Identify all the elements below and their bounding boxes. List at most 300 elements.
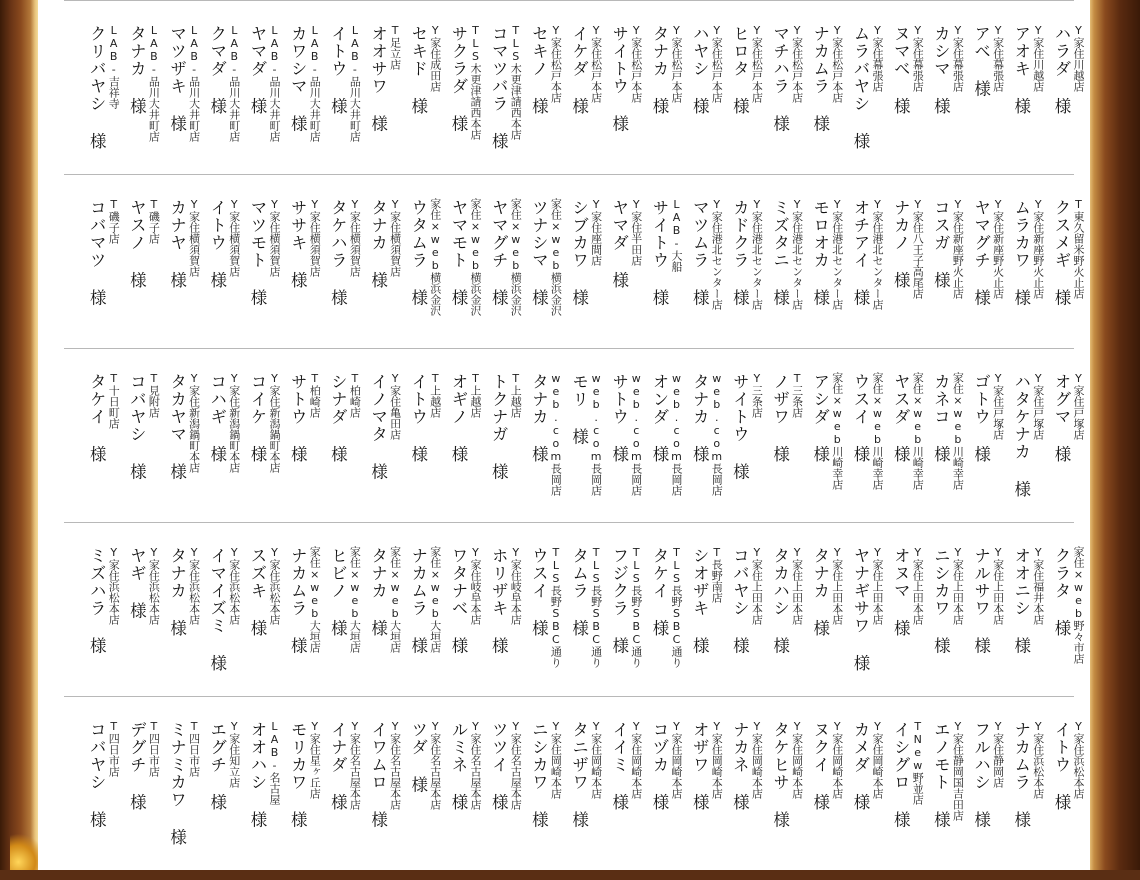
- customer-name: ヒロタ 様: [730, 25, 750, 115]
- customer-name: クリバヤシ 様: [87, 25, 107, 150]
- name-group-4: [38, 546, 1090, 706]
- customer-name: ムラバヤシ 様: [851, 25, 870, 150]
- store-affiliation: T四日市店: [147, 720, 161, 777]
- store-affiliation: Y家住幕張店: [991, 24, 1005, 92]
- store-affiliation: Y家住岡崎本店: [589, 720, 603, 799]
- store-affiliation: T四日市店: [187, 720, 201, 777]
- name-entry: [83, 372, 123, 532]
- store-affiliation: Y家住戸塚店: [1072, 372, 1085, 440]
- customer-name: クマダ 様: [207, 25, 227, 115]
- name-list-sheet: [38, 0, 1090, 870]
- name-entry: [726, 198, 766, 358]
- customer-name: ヤマグチ 様: [489, 199, 509, 307]
- customer-name: コバヤシ 様: [127, 373, 147, 481]
- store-affiliation: web.com長岡店: [629, 372, 643, 496]
- customer-name: コヅカ 様: [650, 721, 669, 811]
- customer-name: タケイ 様: [87, 373, 107, 463]
- name-entry: [1048, 24, 1088, 184]
- customer-name: オオニシ 様: [1011, 547, 1031, 655]
- name-entry: [525, 546, 565, 706]
- store-affiliation: LAB-品川大井町店: [147, 24, 161, 142]
- store-affiliation: Y家住幕張店: [871, 24, 884, 92]
- customer-name: カドクラ 様: [730, 199, 750, 307]
- customer-name: ムラカワ 様: [1011, 199, 1031, 307]
- customer-name: モリカワ 様: [288, 721, 308, 829]
- store-affiliation: web.com長岡店: [589, 372, 603, 496]
- store-affiliation: Y家住横須賀店: [348, 198, 362, 277]
- store-affiliation: web.com長岡店: [549, 372, 563, 496]
- customer-name: タムラ 様: [569, 547, 589, 637]
- name-entry: [445, 24, 485, 184]
- store-affiliation: Y家住上田本店: [991, 546, 1005, 625]
- store-affiliation: Y家住上田本店: [911, 546, 925, 625]
- name-entry: [164, 546, 204, 706]
- customer-name: コバヤシ 様: [87, 721, 107, 829]
- name-entry: [445, 198, 485, 358]
- name-entry: [767, 24, 807, 184]
- customer-name: ツダ 様: [408, 721, 428, 794]
- store-affiliation: LAB-大船: [670, 198, 683, 272]
- store-affiliation: LAB-吉祥寺: [107, 24, 121, 109]
- name-entry: [767, 372, 807, 532]
- store-affiliation: Y家住戸塚店: [991, 372, 1005, 440]
- customer-name: フルハシ 様: [971, 721, 991, 829]
- customer-name: クラタ 様: [1052, 547, 1071, 637]
- store-affiliation: Y家住新潟鍋町本店: [187, 372, 201, 473]
- store-affiliation: Y家住浜松本店: [147, 546, 161, 625]
- name-entry: [726, 546, 766, 706]
- customer-name: マツモト 様: [248, 199, 267, 307]
- name-entry: [968, 24, 1008, 184]
- name-entry: [1008, 720, 1048, 880]
- name-entry: [485, 720, 525, 880]
- store-affiliation: T四日市店: [107, 720, 121, 777]
- store-affiliation: Y家住松戸本店: [710, 24, 724, 103]
- name-entry: [646, 198, 686, 358]
- name-entry: [606, 372, 646, 532]
- store-affiliation: Y家住川越店: [1031, 24, 1045, 92]
- customer-name: タナカ 様: [810, 547, 830, 637]
- store-affiliation: Y家住松戸本店: [589, 24, 603, 103]
- customer-name: スズキ 様: [248, 547, 267, 637]
- customer-name: マツザキ 様: [167, 25, 187, 133]
- customer-name: ニシカワ 様: [931, 547, 951, 655]
- customer-name: フジクラ 様: [609, 547, 629, 655]
- customer-name: コハギ 様: [207, 373, 227, 463]
- store-affiliation: TLS長野SBC通り: [549, 546, 563, 668]
- name-entry: [244, 198, 284, 358]
- name-entry: [767, 198, 807, 358]
- name-entry: [324, 720, 364, 880]
- name-entry: [164, 720, 204, 880]
- customer-name: タナカ 様: [529, 373, 549, 463]
- name-entry: [646, 24, 686, 184]
- store-affiliation: Y家住岡崎本店: [670, 720, 683, 799]
- store-affiliation: Y家住成田店: [428, 24, 442, 92]
- name-entry: [123, 24, 163, 184]
- customer-name: ヤマモト 様: [449, 199, 468, 307]
- customer-name: タケイ 様: [650, 547, 669, 637]
- store-affiliation: Y家住横須賀店: [227, 198, 241, 277]
- name-group-3: [38, 372, 1090, 532]
- store-affiliation: Y家住新座野火止店: [991, 198, 1005, 299]
- name-entry: [1048, 372, 1088, 532]
- store-affiliation: LAB-品川大井町店: [227, 24, 241, 142]
- store-affiliation: Y家住新潟鍋町本店: [268, 372, 281, 473]
- store-affiliation: TLS長野SBC通り: [670, 546, 683, 668]
- store-affiliation: Y家住上田本店: [790, 546, 804, 625]
- store-affiliation: 家住×web横浜金沢: [509, 198, 523, 316]
- name-group-1: [38, 24, 1090, 184]
- customer-name: ヤスダ 様: [891, 373, 911, 463]
- store-affiliation: Y家住名古屋本店: [509, 720, 523, 810]
- store-affiliation: Y家住浜松本店: [107, 546, 121, 625]
- name-entry: [847, 372, 887, 532]
- customer-name: ハタケナカ 様: [1011, 373, 1031, 498]
- name-entry: [1048, 198, 1088, 358]
- name-entry: [566, 198, 606, 358]
- customer-name: ミズタニ 様: [770, 199, 790, 307]
- customer-name: カワシマ 様: [288, 25, 308, 133]
- customer-name: シナダ 様: [328, 373, 348, 463]
- customer-name: コマツバラ 様: [489, 25, 509, 150]
- store-affiliation: Y家住松戸本店: [790, 24, 804, 103]
- customer-name: ウスイ 様: [529, 547, 549, 637]
- customer-name: オオハシ 様: [248, 721, 267, 829]
- customer-name: ハラダ 様: [1052, 25, 1071, 115]
- name-entry: [123, 198, 163, 358]
- customer-name: ハヤシ 様: [690, 25, 710, 115]
- store-affiliation: Y家住岡崎本店: [710, 720, 724, 799]
- store-affiliation: Y家住座間店: [589, 198, 603, 266]
- name-entry: [324, 24, 364, 184]
- name-entry: [1048, 546, 1088, 706]
- store-affiliation: T見附店: [147, 372, 161, 418]
- store-affiliation: 家住×web川崎幸店: [951, 372, 965, 490]
- store-affiliation: Y家住岐阜本店: [469, 546, 482, 625]
- name-entry: [284, 720, 324, 880]
- name-entry: [365, 720, 405, 880]
- store-affiliation: LAB-名古屋: [268, 720, 281, 805]
- name-entry: [927, 198, 967, 358]
- store-affiliation: T磯子店: [107, 198, 121, 244]
- customer-name: タナカ 様: [368, 547, 388, 637]
- name-entry: [566, 372, 606, 532]
- store-affiliation: Y家住港北センター店: [750, 198, 764, 310]
- customer-name: イワムロ 様: [368, 721, 388, 829]
- customer-name: ナカネ 様: [730, 721, 750, 811]
- customer-name: コバマツ 様: [87, 199, 107, 307]
- customer-name: ナカムラ 様: [408, 547, 428, 655]
- customer-name: デグチ 様: [127, 721, 147, 811]
- customer-name: イトウ 様: [1052, 721, 1071, 811]
- store-affiliation: Y家住港北センター店: [830, 198, 844, 310]
- customer-name: ヤマダ 様: [248, 25, 267, 115]
- customer-name: タケハラ 様: [328, 199, 348, 307]
- name-entry: [284, 372, 324, 532]
- name-entry: [83, 546, 123, 706]
- store-affiliation: TNew野並店: [911, 720, 925, 805]
- name-entry: [123, 372, 163, 532]
- name-entry: [445, 720, 485, 880]
- customer-name: ヤナギサワ 様: [851, 547, 870, 672]
- store-affiliation: 家住×web大垣店: [348, 546, 362, 653]
- divider: [64, 0, 1074, 1]
- store-affiliation: TLS木更津請西本店: [509, 24, 523, 140]
- name-entry: [83, 24, 123, 184]
- name-entry: [726, 372, 766, 532]
- name-entry: [244, 720, 284, 880]
- customer-name: セキノ 様: [529, 25, 549, 115]
- store-affiliation: Y家住戸塚店: [1031, 372, 1045, 440]
- name-entry: [968, 546, 1008, 706]
- name-entry: [686, 24, 726, 184]
- name-entry: [284, 24, 324, 184]
- store-affiliation: Y家住岡崎本店: [549, 720, 563, 799]
- customer-name: ホリザキ 様: [489, 547, 509, 655]
- name-entry: [485, 546, 525, 706]
- name-entry: [646, 720, 686, 880]
- customer-name: ヤスノ 様: [127, 199, 147, 289]
- store-affiliation: LAB-品川大井町店: [187, 24, 201, 142]
- customer-name: ヒビノ 様: [328, 547, 348, 637]
- customer-name: タナカ 様: [650, 25, 669, 115]
- customer-name: シブカワ 様: [569, 199, 589, 307]
- name-entry: [646, 372, 686, 532]
- customer-name: イトウ 様: [408, 373, 428, 463]
- customer-name: オグマ 様: [1052, 373, 1071, 463]
- customer-name: セキド 様: [408, 25, 428, 115]
- store-affiliation: Y家住静岡国吉田店: [951, 720, 965, 821]
- name-group-2: [38, 198, 1090, 358]
- customer-name: ヤマグチ 様: [971, 199, 991, 307]
- name-entry: [887, 198, 927, 358]
- customer-name: タナカ 様: [368, 199, 388, 289]
- store-affiliation: T柏崎店: [308, 372, 322, 418]
- customer-name: クスメギ 様: [1052, 199, 1071, 307]
- customer-name: ノザワ 様: [770, 373, 790, 463]
- customer-name: タカヤマ 様: [167, 373, 187, 481]
- store-affiliation: T十日町店: [107, 372, 121, 429]
- store-affiliation: Y家住岡崎本店: [830, 720, 844, 799]
- name-entry: [847, 198, 887, 358]
- store-affiliation: T長野南店: [710, 546, 724, 603]
- customer-name: サイトウ 様: [730, 373, 750, 481]
- name-entry: [606, 24, 646, 184]
- store-affiliation: Y家住浜松本店: [227, 546, 241, 625]
- store-affiliation: 家住×web大垣店: [428, 546, 442, 653]
- customer-name: ヤマダ 様: [609, 199, 629, 289]
- store-affiliation: Y家住岡崎本店: [790, 720, 804, 799]
- customer-name: ナルサワ 様: [971, 547, 991, 655]
- store-affiliation: T東久留米野火止店: [1072, 198, 1085, 299]
- customer-name: ササキ 様: [288, 199, 308, 289]
- name-entry: [566, 546, 606, 706]
- name-entry: [686, 546, 726, 706]
- name-entry: [726, 24, 766, 184]
- name-entry: [686, 198, 726, 358]
- customer-name: ナカムラ 様: [288, 547, 308, 655]
- store-affiliation: Y家住松戸本店: [750, 24, 764, 103]
- name-entry: [847, 720, 887, 880]
- name-entry: [887, 24, 927, 184]
- customer-name: エノモト 様: [931, 721, 951, 829]
- customer-name: シオザキ 様: [690, 547, 710, 655]
- customer-name: モロオカ 様: [810, 199, 830, 307]
- customer-name: ヌマベ 様: [891, 25, 911, 115]
- customer-name: ウタムラ 様: [408, 199, 428, 307]
- store-affiliation: Y家住岡崎本店: [871, 720, 884, 799]
- name-entry: [164, 198, 204, 358]
- name-entry: [123, 546, 163, 706]
- name-entry: [164, 372, 204, 532]
- customer-name: イトウ 様: [328, 25, 348, 115]
- name-entry: [405, 546, 445, 706]
- customer-name: サクラダ 様: [449, 25, 468, 133]
- customer-name: ナカムラ 様: [810, 25, 830, 133]
- store-affiliation: Y家住新座野火止店: [1031, 198, 1045, 299]
- name-entry: [244, 372, 284, 532]
- store-affiliation: LAB-品川大井町店: [268, 24, 281, 142]
- name-entry: [1008, 198, 1048, 358]
- customer-name: サトウ 様: [609, 373, 629, 463]
- store-affiliation: 家住×web野々市店: [1072, 546, 1085, 664]
- store-affiliation: Y家住名古屋本店: [428, 720, 442, 810]
- name-entry: [525, 372, 565, 532]
- customer-name: オオサワ 様: [368, 25, 388, 133]
- store-affiliation: Y家住岡崎本店: [629, 720, 643, 799]
- name-entry: [204, 372, 244, 532]
- customer-name: サイトウ 様: [609, 25, 629, 133]
- name-entry: [324, 372, 364, 532]
- name-entry: [365, 546, 405, 706]
- name-entry: [887, 372, 927, 532]
- name-entry: [204, 24, 244, 184]
- customer-name: イマイズミ 様: [207, 547, 227, 672]
- store-affiliation: LAB-品川大井町店: [348, 24, 362, 142]
- customer-name: タナカ 様: [167, 547, 187, 637]
- name-entry: [525, 198, 565, 358]
- customer-name: コスガ 様: [931, 199, 951, 289]
- store-affiliation: Y家住上田本店: [951, 546, 965, 625]
- customer-name: オヌマ 様: [891, 547, 911, 637]
- name-entry: [1008, 24, 1048, 184]
- name-entry: [686, 720, 726, 880]
- customer-name: ナカノ 様: [891, 199, 911, 289]
- store-affiliation: Y家住松戸本店: [670, 24, 683, 103]
- customer-name: ヌクイ 様: [810, 721, 830, 811]
- name-entry: [405, 372, 445, 532]
- name-entry: [204, 720, 244, 880]
- customer-name: マツムラ 様: [690, 199, 710, 307]
- name-entry: [123, 720, 163, 880]
- name-entry: [525, 24, 565, 184]
- store-affiliation: Y家住浜松本店: [1031, 720, 1045, 799]
- name-entry: [807, 720, 847, 880]
- store-affiliation: Y家住松戸本店: [629, 24, 643, 103]
- name-entry: [927, 372, 967, 532]
- customer-name: イイミ 様: [609, 721, 629, 811]
- customer-name: サイトウ 様: [650, 199, 669, 307]
- name-entry: [726, 720, 766, 880]
- store-affiliation: 家住×web横浜金沢: [469, 198, 482, 316]
- name-entry: [968, 372, 1008, 532]
- name-entry: [566, 24, 606, 184]
- store-affiliation: T三条店: [790, 372, 804, 418]
- name-entry: [646, 546, 686, 706]
- store-affiliation: T柏崎店: [348, 372, 362, 418]
- store-affiliation: Y家住港北センター店: [790, 198, 804, 310]
- store-affiliation: Y家住上田本店: [830, 546, 844, 625]
- customer-name: アシダ 様: [810, 373, 830, 463]
- customer-name: カシマ 様: [931, 25, 951, 115]
- name-entry: [606, 546, 646, 706]
- store-affiliation: Y家住静岡店: [991, 720, 1005, 788]
- store-affiliation: Y家住亀田店: [388, 372, 402, 440]
- customer-name: ミナミカワ 様: [167, 721, 187, 846]
- name-entry: [968, 720, 1008, 880]
- name-entry: [807, 24, 847, 184]
- store-affiliation: Y家住岡崎本店: [750, 720, 764, 799]
- store-affiliation: Y家住横須賀店: [187, 198, 201, 277]
- name-entry: [324, 198, 364, 358]
- store-affiliation: 家住×web横浜金沢: [549, 198, 563, 316]
- name-entry: [887, 546, 927, 706]
- store-affiliation: Y家住八王子高尾店: [911, 198, 925, 299]
- store-affiliation: Y家住松戸本店: [549, 24, 563, 103]
- name-entry: [686, 372, 726, 532]
- name-entry: [324, 546, 364, 706]
- customer-name: ルミネ 様: [449, 721, 468, 811]
- name-entry: [807, 546, 847, 706]
- customer-name: トクナガ 様: [489, 373, 509, 481]
- store-affiliation: T足立店: [388, 24, 402, 70]
- customer-name: モリ 様: [569, 373, 589, 446]
- customer-name: カネコ 様: [931, 373, 951, 463]
- store-affiliation: T上越店: [469, 372, 482, 418]
- store-affiliation: TLS長野SBC通り: [589, 546, 603, 668]
- name-entry: [525, 720, 565, 880]
- name-entry: [485, 372, 525, 532]
- store-affiliation: Y家住岐阜本店: [509, 546, 523, 625]
- store-affiliation: Y家住港北センター店: [710, 198, 724, 310]
- customer-name: ニシカワ 様: [529, 721, 549, 829]
- name-entry: [164, 24, 204, 184]
- store-affiliation: Y家住浜松本店: [187, 546, 201, 625]
- name-entry: [485, 24, 525, 184]
- store-affiliation: Y家住半田店: [629, 198, 643, 266]
- name-entry: [606, 198, 646, 358]
- store-affiliation: Y三条店: [750, 372, 764, 418]
- store-affiliation: Y家住新座野火止店: [951, 198, 965, 299]
- name-entry: [83, 198, 123, 358]
- customer-name: ナカムラ 様: [1011, 721, 1031, 829]
- store-affiliation: 家住×web大垣店: [308, 546, 322, 653]
- store-affiliation: 家住×web大垣店: [388, 546, 402, 653]
- customer-name: ツツイ 様: [489, 721, 509, 811]
- customer-name: カメダ 様: [851, 721, 870, 811]
- customer-name: オザワ 様: [690, 721, 710, 811]
- customer-name: タナカ 様: [690, 373, 710, 463]
- name-entry: [445, 372, 485, 532]
- name-entry: [284, 198, 324, 358]
- store-affiliation: T上越店: [509, 372, 523, 418]
- customer-name: マチハラ 様: [770, 25, 790, 133]
- store-affiliation: Y家住港北センター店: [871, 198, 884, 310]
- store-affiliation: Y家住知立店: [227, 720, 241, 788]
- store-affiliation: Y家住浜松本店: [268, 546, 281, 625]
- name-entry: [927, 720, 967, 880]
